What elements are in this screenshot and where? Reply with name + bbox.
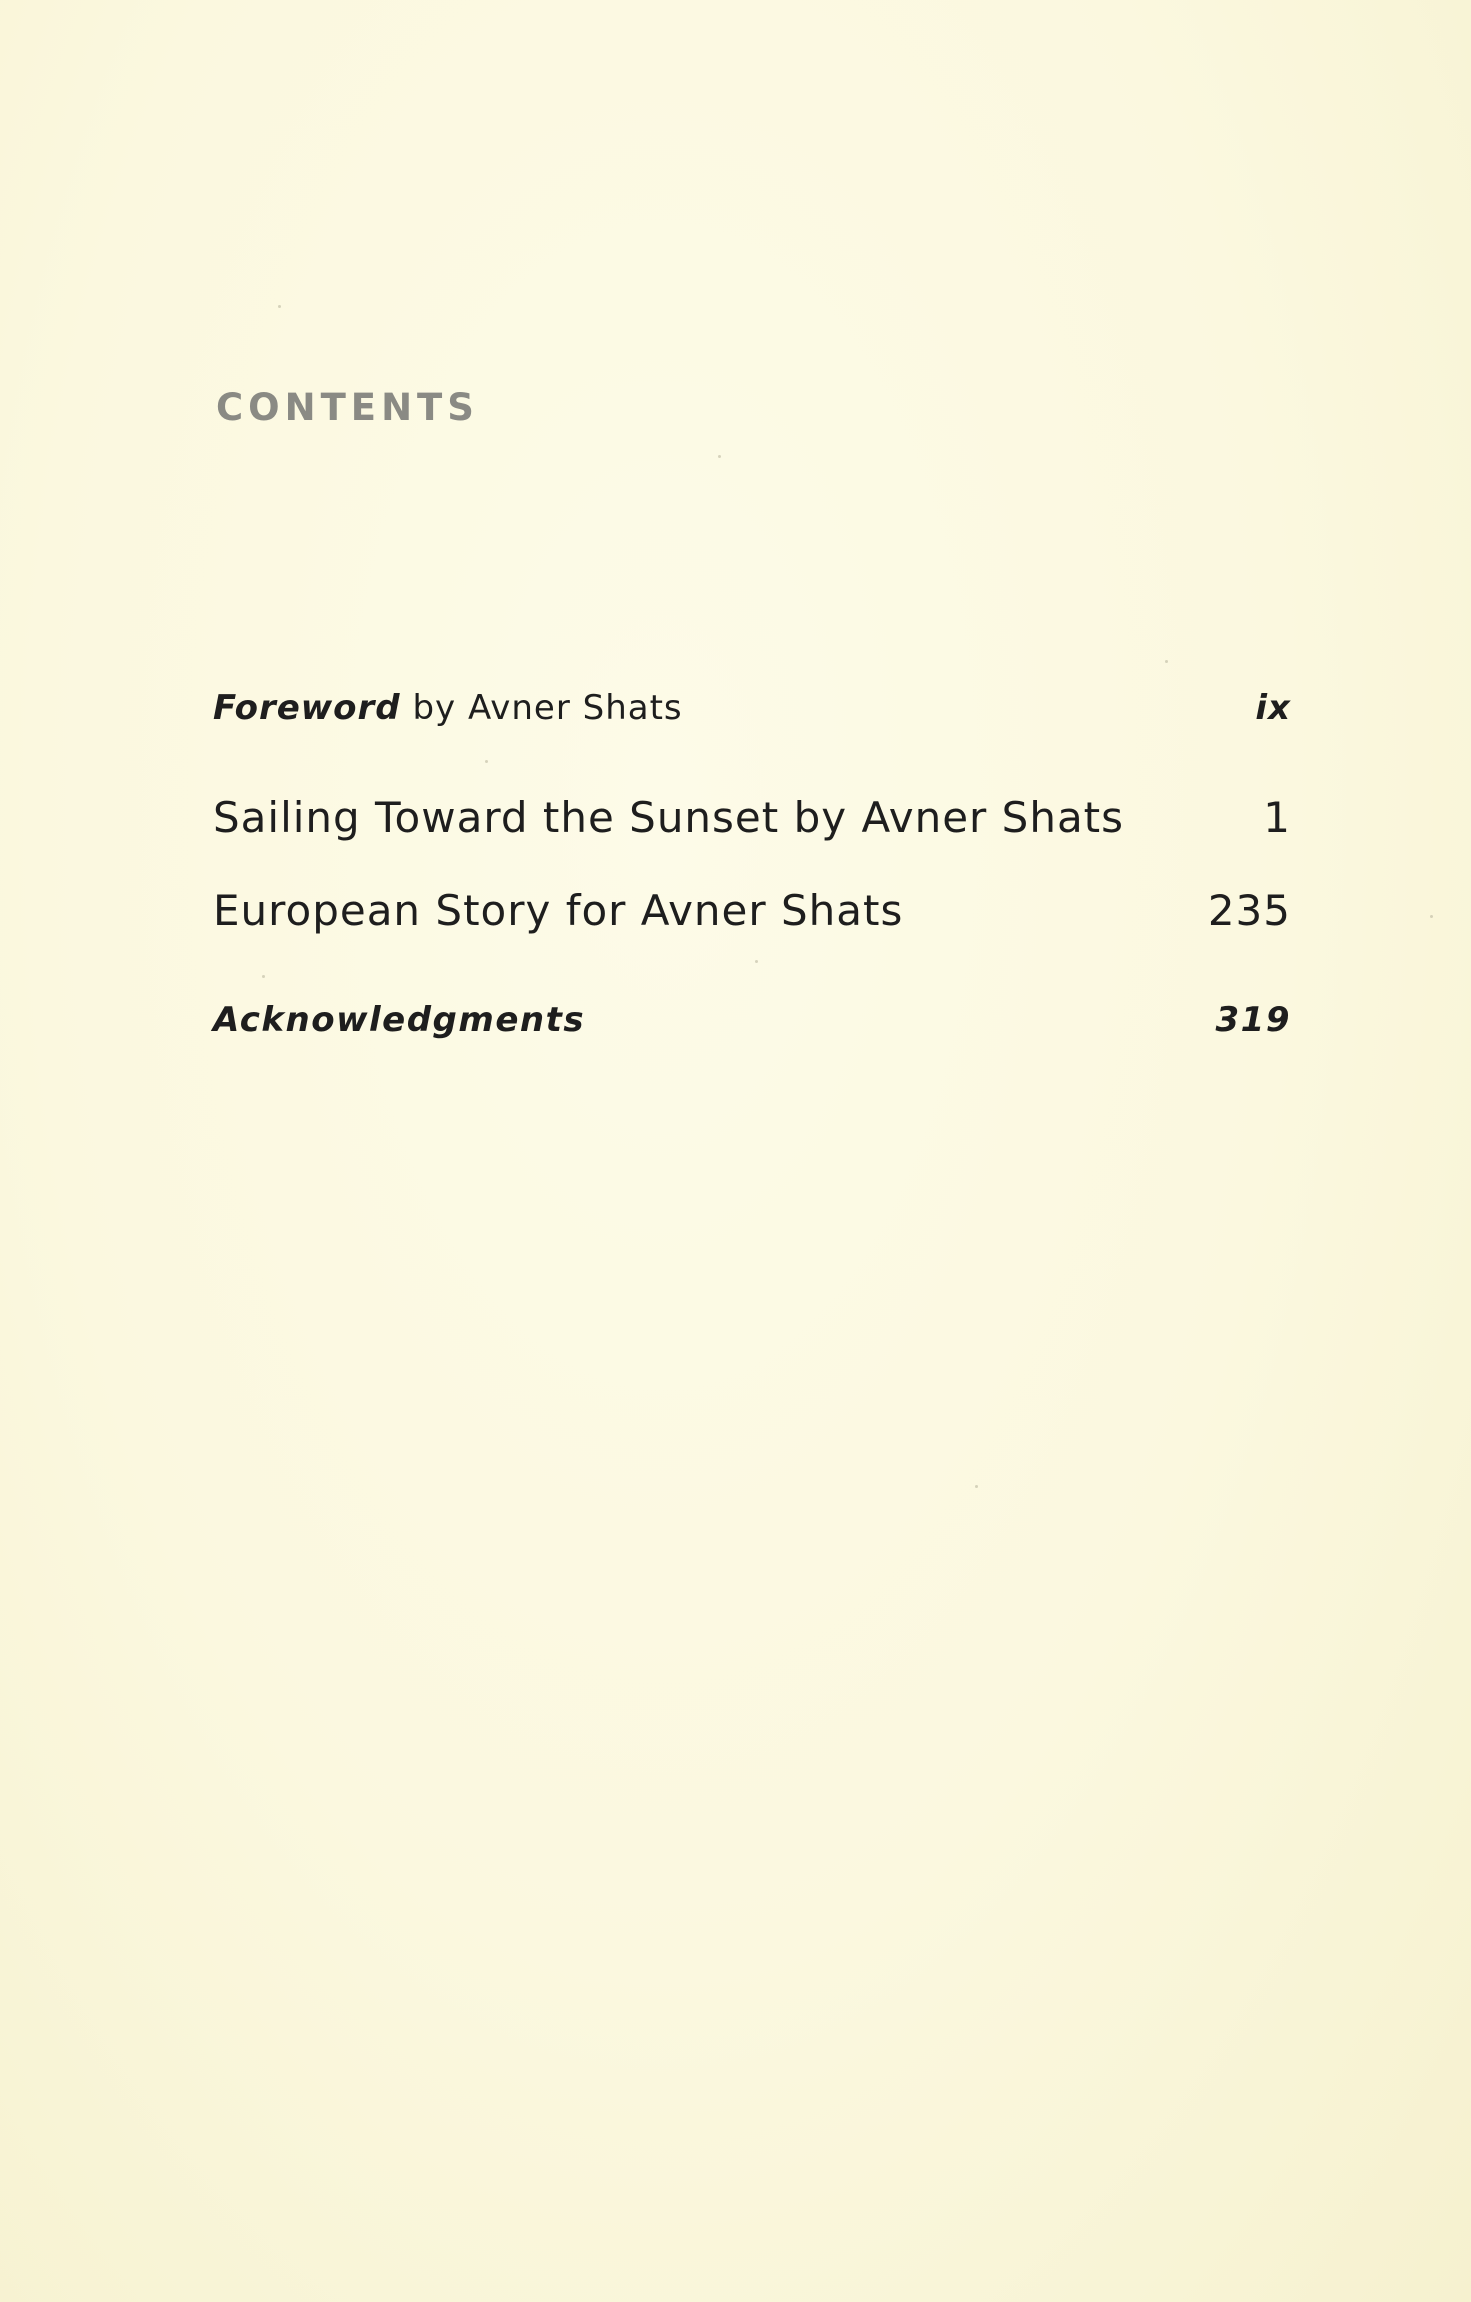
contents-heading: CONTENTS: [216, 386, 479, 429]
toc-entry-acknowledgments[interactable]: [213, 1000, 1291, 1040]
toc-entry-european-story[interactable]: [213, 886, 1291, 935]
toc-entry-page-number: 235: [1207, 886, 1291, 935]
paper-speck: [1165, 660, 1168, 663]
toc-entry-page-number: 1: [1263, 793, 1291, 842]
paper-speck: [1430, 915, 1433, 918]
toc-entry-title-emphasis: Foreword: [213, 688, 401, 728]
toc-entry-sailing-toward-the-sunset[interactable]: [213, 793, 1291, 842]
paper-speck: [755, 960, 758, 963]
paper-speck: [485, 760, 488, 763]
paper-speck: [975, 1485, 978, 1488]
toc-entry-title-emphasis: Acknowledgments: [213, 1000, 586, 1040]
paper-speck: [718, 455, 721, 458]
toc-entry-title-rest: by Avner Shats: [400, 688, 683, 728]
toc-entry-page-number: 319: [1215, 1000, 1291, 1040]
toc-entry-title: Sailing Toward the Sunset by Avner Shats: [213, 793, 1125, 842]
paper-speck: [278, 305, 281, 308]
toc-entry-title: [213, 688, 683, 728]
toc-entry-title: European Story for Avner Shats: [213, 886, 904, 935]
paper-speck: [262, 975, 265, 978]
toc-entry-page-number: ix: [1255, 688, 1291, 728]
toc-entry-foreword[interactable]: [213, 688, 1291, 728]
